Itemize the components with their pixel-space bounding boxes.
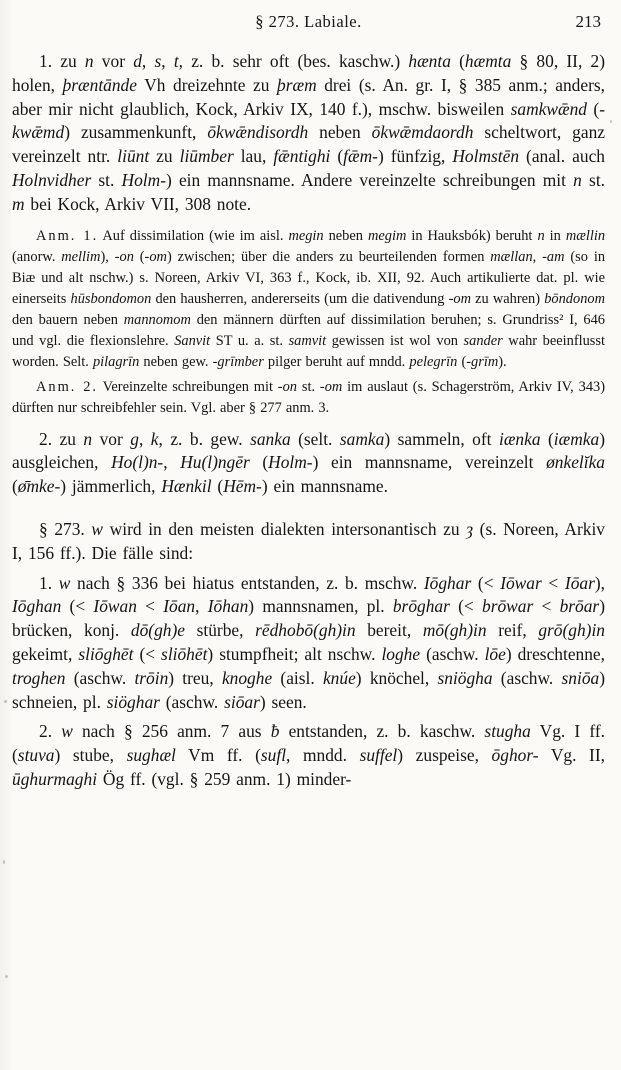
paragraph-2-n-before-gk: 2. zu n vor g, k, z. b. gew. sanka (selt. samka) sammeln, oft iænka (iæmka) ausgleichen, Ho(l)n-, Hu(l)ngēr (Holm-) ein mannsname, vereinzelt ønkelĭka (ø̄mke-) jämmerlich, Hænkil (Hēm-) ein mannsname.	[12, 428, 605, 497]
running-title: § 273. Labiale.	[255, 12, 362, 31]
note-anm-1: Anm. 1. Auf dissimilation (wie im aisl. megin neben megim in Hauksbók) beruht n in mællin (anorw. mellim), -on (-om) zwischen; über die anders zu beurteilenden formen mællan, -am (so in Biæ und alt nschw.) s. Noreen, Arkiv VI, 363 f., Kock, ib. XII, 92. Auch artikulierte dat. pl. wie einerseits hūsbondomon den hausherren, andererseits (um die dativendung -om zu wahren) bōndonom den bauern neben mannomom den männern dürften auf dissimilation beruhen; s. Grundriss² I, 646 und vgl. die flexionslehre. Sanvit ST u. a. st. samvit gewissen ist wol von sander wahr beeinflusst worden. Selt. pilagrīn neben gew. -grīmber pilger beruht auf mndd. pelegrīn (-grīm).	[12, 227, 606, 370]
page-number: 213	[575, 12, 601, 31]
scan-speckle	[610, 120, 612, 123]
item-2-w-from-b: 2. w nach § 256 anm. 7 aus ƀ entstanden, z. b. kaschw. stugha Vg. I ff. (stuva) stube, sughæl Vm ff. (sufl, mndd. suffel) zuspeise, ōghor- Vg. II, ūghurmaghi Ög ff. (vgl. § 259 anm. 1) minder-	[12, 721, 605, 789]
scan-speckle	[4, 700, 7, 703]
item-1-w-hiatus: 1. w nach § 336 bei hiatus entstanden, z. b. mschw. Iōghar (< Iōwar < Iōar), Iōghan (< Iōwan < Iōan, Iōhan) mannsnamen, pl. brōghar (< brōwar < brōar) brücken, konj. dō(gh)e stürbe, rēdhobō(gh)in bereit, mō(gh)in reif, grō(gh)in gekeimt, sliōghēt (< sliōhēt) stumpfheit; alt nschw. loghe (aschw. lōe) dreschtenne, troghen (aschw. trōin) treu, knoghe (aisl. knúe) knöchel, sniögha (aschw. sniōa) schneien, pl. siöghar (aschw. siōar) seen.	[12, 572, 606, 712]
page-header	[12, 12, 605, 36]
note-anm-2: Anm. 2. Vereinzelte schreibungen mit -on st. -om im auslaut (s. Schagerström, Arkiv IV, 343) dürften nur schreibfehler sein. Vgl. aber § 277 anm. 3.	[12, 378, 606, 416]
scan-speckle	[5, 975, 8, 978]
paragraph-1-n-before-dst: 1. zu n vor d, s, t, z. b. sehr oft (bes. kaschw.) hænta (hæmta § 80, II, 2) holen, þræntānde Vh dreizehnte zu þræm drei (s. An. gr. I, § 385 anm.; anders, aber mir nicht glaublich, Kock, Arkiv IX, 140 f.), mschw. bisweilen samkwǣnd (-kwǣmd) zusammenkunft, ōkwǣndisordh neben ōkwǣmdaordh scheltwort, ganz vereinzelt ntr. liūnt zu liūmber lau, fǣntighi (fǣm-) fünfzig, Holmstēn (anal. auch Holnvidher st. Holm-) ein mannsname. Andere vereinzelte schreibungen mit n st. m bei Kock, Arkiv VII, 308 note.	[12, 51, 606, 214]
scan-speckle	[3, 860, 5, 864]
section-273-intro: § 273. w wird in den meisten dialekten intersonantisch zu ȝ (s. Noreen, Arkiv I, 156 ff.). Die fälle sind:	[12, 518, 606, 563]
